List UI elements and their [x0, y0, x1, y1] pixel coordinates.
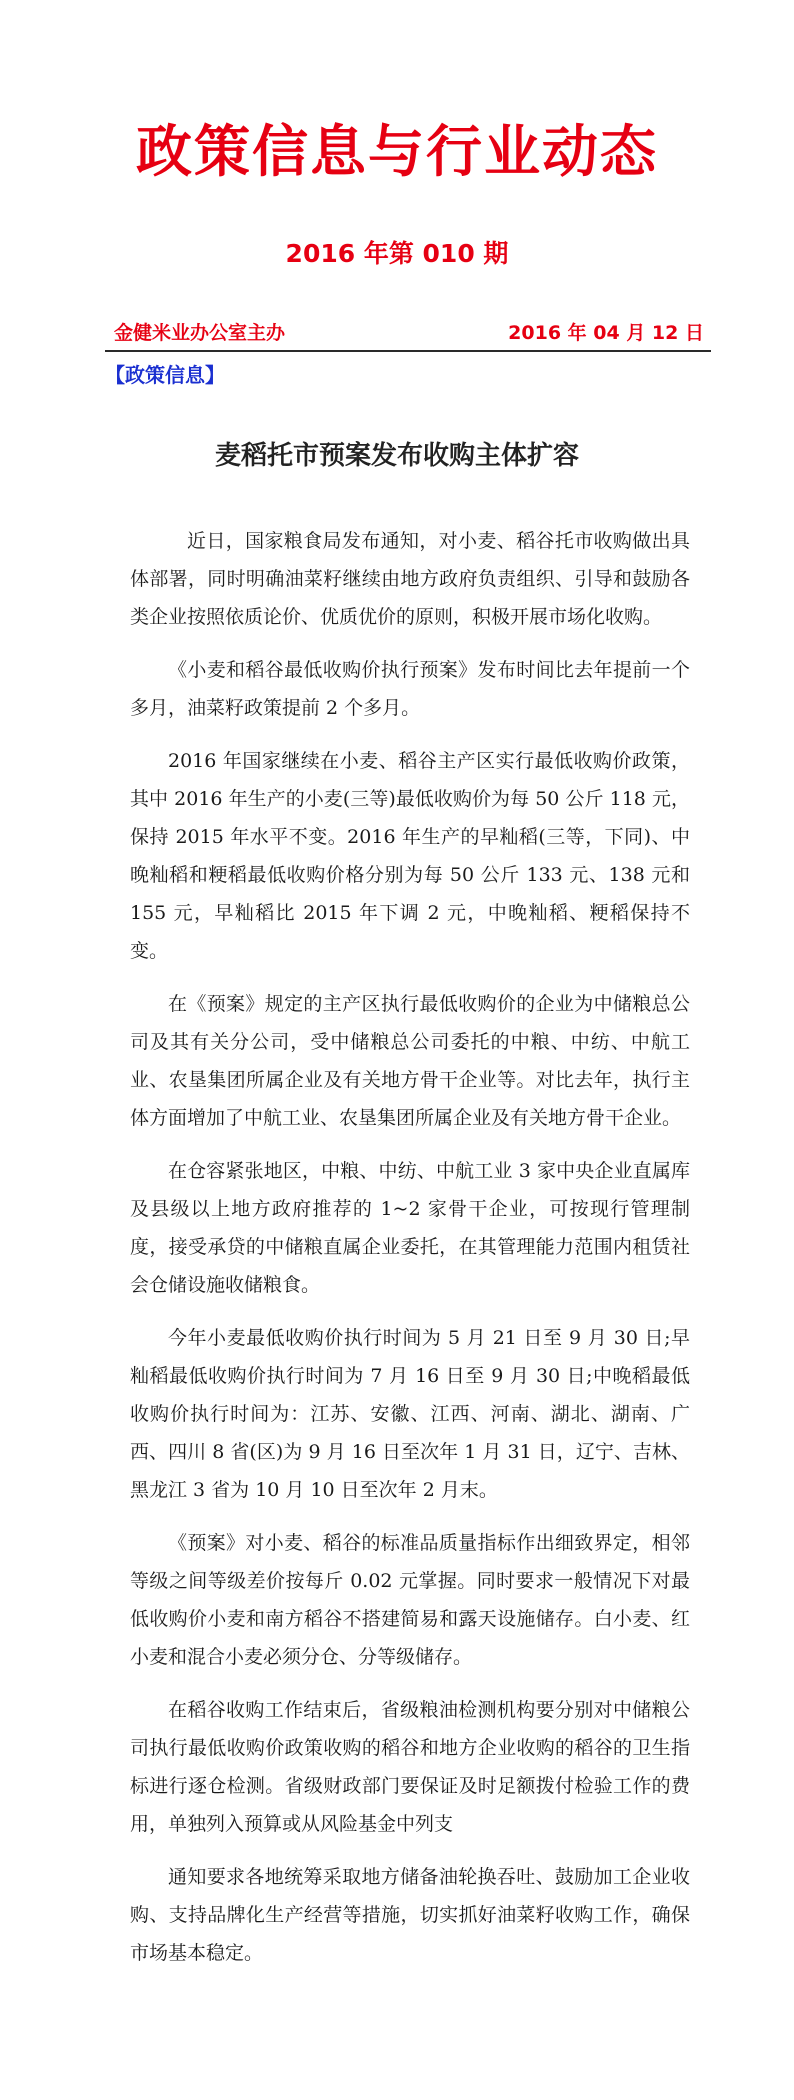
article-paragraph: 通知要求各地统筹采取地方储备油轮换吞吐、鼓励加工企业收购、支持品牌化生产经营等措施，切实抓好油菜籽收购工作，确保市场基本稳定。 [130, 1866, 690, 1964]
article-paragraph: 《预案》对小麦、稻谷的标准品质量指标作出细致界定，相邻等级之间等级差价按每斤 0.02 元掌握。同时要求一般情况下对最低收购价小麦和南方稻谷不搭建简易和露天设施储存。白小麦、红小麦和混合小麦必须分仓、分等级储存。 [130, 1532, 690, 1668]
article-paragraph: 近日，国家粮食局发布通知，对小麦、稻谷托市收购做出具体部署，同时明确油菜籽继续由地方政府负责组织、引导和鼓励各类企业按照依质论价、优质优价的原则，积极开展市场化收购。 [130, 530, 690, 628]
sponsor-text: 金健米业办公室主办 [114, 322, 286, 344]
masthead-title: 政策信息与行业动态 [136, 120, 658, 185]
masthead-info-line [114, 318, 704, 348]
article-paragraph: 今年小麦最低收购价执行时间为 5 月 21 日至 9 月 30 日;早籼稻最低收购价执行时间为 7 月 16 日至 9 月 30 日;中晚稻最低收购价执行时间为：江苏、安徽、江西、河南、湖北、湖南、广西、四川 8 省(区)为 9 月 16 日至次年 1 月 31 日，辽宁、吉林、黑龙江 3 省为 10 月 10 日至次年 2 月末。 [130, 1327, 690, 1501]
section-tag: 【政策信息】 [105, 363, 225, 387]
issue-number: 2016 年第 010 期 [285, 239, 509, 268]
article-paragraph: 2016 年国家继续在小麦、稻谷主产区实行最低收购价政策，其中 2016 年生产的小麦(三等)最低收购价为每 50 公斤 118 元，保持 2015 年水平不变。2016 年生产的早籼稻(三等，下同)、中晚籼稻和粳稻最低收购价格分别为每 50 公斤 133 元、138 元和 155 元，早籼稻比 2015 年下调 2 元，中晚籼稻、粳稻保持不变。 [130, 750, 690, 962]
article-paragraph: 《小麦和稻谷最低收购价执行预案》发布时间比去年提前一个多月，油菜籽政策提前 2 个多月。 [130, 659, 690, 719]
header-divider [105, 350, 711, 352]
article-paragraph: 在稻谷收购工作结束后，省级粮油检测机构要分别对中储粮公司执行最低收购价政策收购的稻谷和地方企业收购的稻谷的卫生指标进行逐仓检测。省级财政部门要保证及时足额拨付检验工作的费用，单独列入预算或从风险基金中列支 [130, 1699, 690, 1835]
issue-date: 2016 年 04 月 12 日 [508, 322, 704, 344]
article-paragraph: 在《预案》规定的主产区执行最低收购价的企业为中储粮总公司及其有关分公司，受中储粮总公司委托的中粮、中纺、中航工业、农垦集团所属企业及有关地方骨干企业等。对比去年，执行主体方面增加了中航工业、农垦集团所属企业及有关地方骨干企业。 [130, 993, 690, 1129]
article-paragraph: 在仓容紧张地区，中粮、中纺、中航工业 3 家中央企业直属库及县级以上地方政府推荐的 1~2 家骨干企业，可按现行管理制度，接受承贷的中储粮直属企业委托，在其管理能力范围内租赁社会仓储设施收储粮食。 [130, 1160, 690, 1296]
article-title: 麦稻托市预案发布收购主体扩容 [214, 441, 579, 471]
article-body [130, 522, 690, 1987]
